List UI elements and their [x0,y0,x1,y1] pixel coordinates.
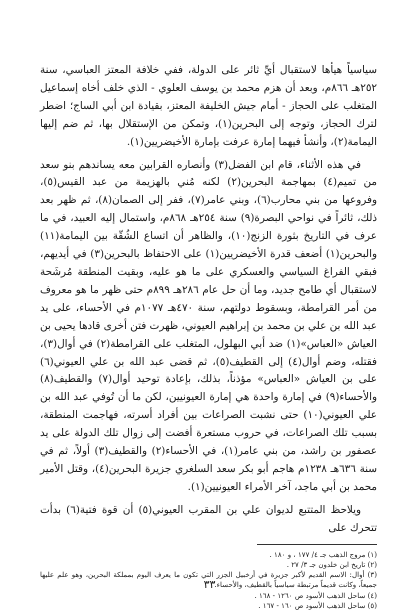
footnote: (٣) أوال: الاسم القديم لأكبر جزيرة في أرخبيل الجزر التي تكون ما يعرف اليوم بمملكة البحرين، وهو علم عليها جميعاً، وكانت قديماً مرتبطة سياسياً بالقطيف، والأحساء. [40,570,377,590]
footnote: (٤) ساحل الذهب الأسود ص ١٢٦٠ - ١٦٨ . [254,590,377,600]
body-text [40,62,377,538]
footnote: (٢) تاريخ ابن خلدون جـ ٣/ ٢٧ . [286,559,377,569]
footnote-separator [257,544,377,545]
footnote: (١) مروج الذهب جـ ٤/ ١٧٧ ، و ١٨٠ . [269,549,377,559]
paragraph-2: في هذه الأثناء، قام ابن الفضل(٣) وأنصاره القرابين معه يساندهم بنو سعد من تميم(٤) بمهاجمة البحرين(٢) لكنه مُني بالهزيمة من عبد القيس(٥)، وفروعها من بني محارب(٦)، وبني عامر(٧)، ففر إلى الصمان(٨)، ثم ظهر بعد ذلك، ثائراً في نواحي البصرة(٩) سنة ٢٥٤هـ ٨٦٨م، واستمال إليه العبيد، في ما عرف في التاريخ بثورة الزنج(١٠)، والظاهر أن اتساع الشُقّة بين اليمامة(١١) والبحرين(١) أضعف قدرة الأخيضريين(١) على الاحتفاظ بالبحرين(٣) في أيديهم، فبقي الفراغ السياسي والعسكري على ما هو عليه، وبقيت المنطقة مُرشَحة لاستقبال أي طامح جديد، وما أن حل عام ٢٨٦هـ ٨٩٩م حتى ظهر ما هو معروف من أمر القرامطة، وبسقوط دولتهم، سنة ٤٧٠هـ ١٠٧٧م في الأحساء، على يد عبد الله بن علي بن محمد بن إبراهيم العيوني، ظهرت فتن أخرى قادها يحيى بن العياش «العباس»(١) ضد أبي البهلول، المتغلب على القرامطة(٢) في أوال(٣)، فقتله، وضم أوال(٤) إلى القطيف(٥)، ثم قضى عبد الله بن علي العيوني(٦) على بن العياش «العباس» مؤذناً، بذلك، بإعادة توحيد أوال(٧) والقطيف(٨) والأحساء(٩) في إمارة واحدة هي إمارة العيونيين، لكن ما أن تُوفي عبد الله بن علي العيوني(١٠) حتى نشبت الصراعات بين أفراد أسرته، فهاجمت المنطقة، بسبب تلك الصراعات، في حروب مستعرة أفضت إلى زوال تلك الدولة على يد عصفور بن راشد، من بني عامر(١)، في الأحساء(٢) والقطيف(٣) أولاً، ثم في سنة ٦٣٦هـ ١٢٣٨م هاجم أبو بكر سعد السلغري جزيرة البحرين(٤)، وقتل الأمير محمد بن أبي ماجد، آخر الأمراء العيونيين(١). [40,158,378,493]
paragraph-3: ويلاحظ المتتبع لديوان علي بن المقرب العيوني(٥) أن قوة فتية(٦) بدأت تتحرك على [40,503,377,534]
paragraph-1: سياسياً هيأها لاستقبال أيِّ ثائر على الدولة، ففي خلافة المعتز العباسي، سنة ٢٥٢هـ ٨٦٦م، وبعد أن هزم محمد بن يوسف العلوي - الذي خلف أخاه إسماعيل المتغلب على الحجاز - أمام جيش الخليفة المعتز، بقيادة ابن أبي الساج؛ اضطر لترك الحجاز، وتوجه إلى البحرين(١)، وتمكن من الإستقلال بها، ثم ضم إليها اليمامة(٢)، وأنشأ فيهما إمارة عرفت بإمارة الأخيضريين(١). [40,64,378,148]
footnote: (٥) ساحل الذهب الأسود ص ١٦٠ - ١٦٧ . [258,601,377,611]
page-number: ٣٣ [203,578,216,591]
